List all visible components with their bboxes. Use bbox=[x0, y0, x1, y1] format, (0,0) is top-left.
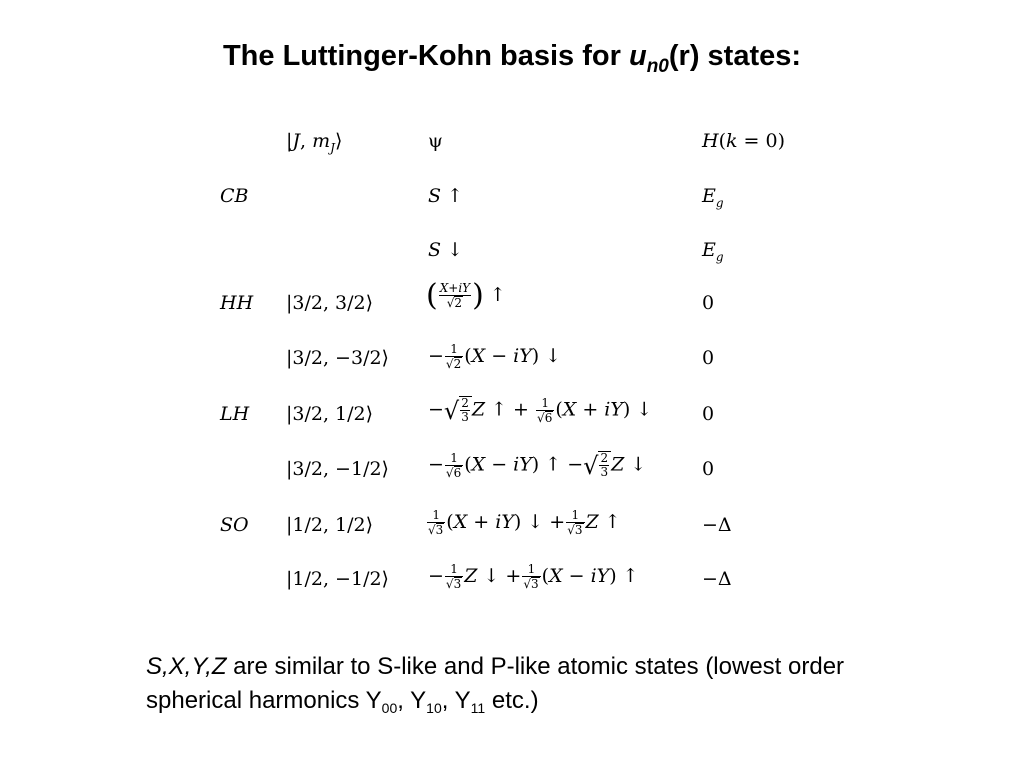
band-label-lh: LH bbox=[220, 403, 250, 425]
energy-hh-plus: 0 bbox=[702, 292, 715, 314]
band-label-cb: CB bbox=[220, 185, 249, 207]
psi-so-minus: − $\frac{1}{√3}$ Z ↓ + $\frac{1}{√3}$ (X − iY) ↑ bbox=[428, 562, 639, 591]
psi-hh-minus: − $\frac{1}{√2}$ (X − iY) ↓ bbox=[428, 342, 562, 371]
psi-cb-down: S ↓ bbox=[428, 239, 463, 261]
energy-lh-minus: 0 bbox=[702, 458, 715, 480]
energy-cb-up: $E_g$ bbox=[702, 185, 724, 210]
energy-so-minus: −Δ bbox=[702, 568, 732, 590]
ket-so-minus: |1/2, −1/2⟩ bbox=[286, 568, 389, 590]
ket-lh-minus: |3/2, −1/2⟩ bbox=[286, 458, 389, 480]
band-label-so: SO bbox=[220, 514, 249, 536]
slide-title: The Luttinger-Kohn basis for $u_{n0}(r)$ states: bbox=[222, 40, 802, 77]
energy-so-plus: −Δ bbox=[702, 514, 732, 536]
header-psi: ψ bbox=[428, 130, 443, 152]
band-label-hh: HH bbox=[220, 292, 254, 314]
ket-lh-plus: |3/2, 1/2⟩ bbox=[286, 403, 374, 425]
energy-hh-minus: 0 bbox=[702, 347, 715, 369]
energy-cb-down: $E_g$ bbox=[702, 239, 724, 264]
psi-hh-plus: ( $\frac{X+iY}{√2}$ ) ↑ bbox=[426, 278, 506, 313]
ket-hh-plus: |3/2, 3/2⟩ bbox=[286, 292, 374, 314]
psi-lh-minus: − $\frac{1}{√6}$ (X − iY) ↑ −√ $\frac{2}{3}$ Z ↓ bbox=[428, 450, 647, 480]
energy-lh-plus: 0 bbox=[702, 403, 715, 425]
ket-hh-minus: |3/2, −3/2⟩ bbox=[286, 347, 389, 369]
ket-so-plus: |1/2, 1/2⟩ bbox=[286, 514, 374, 536]
header-hamiltonian: H(k = 0) bbox=[702, 130, 786, 152]
psi-lh-plus: −√ $\frac{2}{3}$ Z ↑ + $\frac{1}{√6}$ (X + iY) ↓ bbox=[428, 395, 653, 425]
footnote: S,X,Y,Z are similar to S-like and P-like atomic states (lowest order spherical harmonics $Y_{00}$, $Y_{10}$, $Y_{11}$ etc.) bbox=[146, 653, 845, 716]
header-ket: |J, $m_J⟩$ bbox=[286, 130, 343, 155]
psi-so-plus: $\frac{1}{√3}$ (X + iY) ↓ + $\frac{1}{√3}$ Z ↑ bbox=[428, 508, 621, 537]
psi-cb-up: S ↑ bbox=[428, 185, 463, 207]
